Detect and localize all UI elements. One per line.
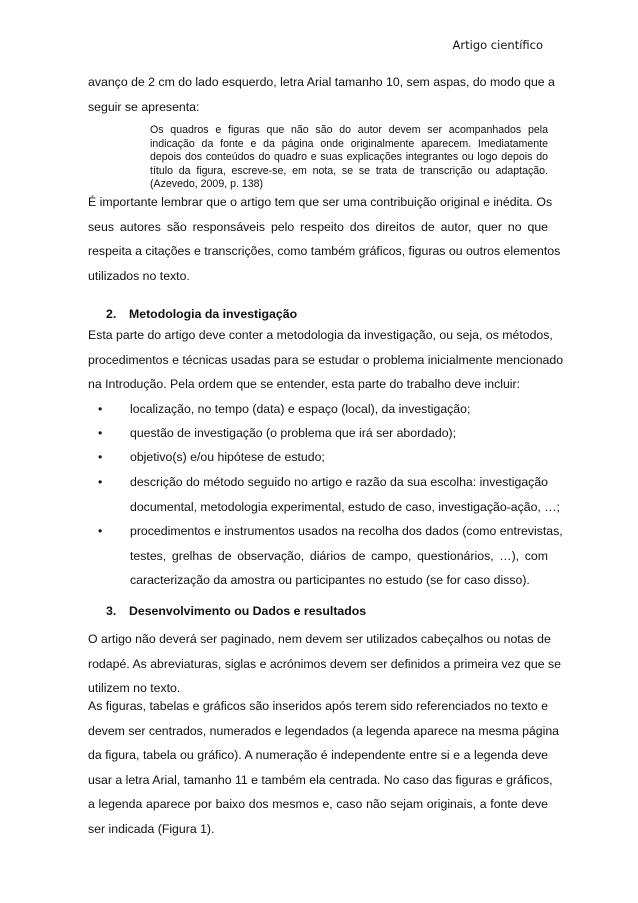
- text-line: seus autores são responsáveis pelo respeito dos direitos de autor, quer no que: [88, 219, 548, 234]
- text-line: utilizem no texto.: [88, 681, 181, 695]
- quote-line: indicação da fonte e da página onde originalmente aparecem. Imediatamente: [150, 137, 548, 150]
- quote-line: depois dos conteúdos do quadro e suas explicações integrantes ou logo depois do: [150, 151, 548, 164]
- bullet-icon: •: [98, 450, 103, 464]
- methodology-paragraph: [88, 323, 564, 397]
- text-line: a legenda aparece por baixo dos mesmos e, caso não sejam originais, a fonte deve: [88, 797, 548, 811]
- text-line: O artigo não deverá ser paginado, nem devem ser utilizados cabeçalhos ou notas de: [88, 632, 551, 646]
- text-line: descrição do método seguido no artigo e razão da sua escolha: investigação: [130, 475, 548, 489]
- text-line: Esta parte do artigo deve conter a metodologia da investigação, ou seja, os métodos,: [88, 328, 553, 342]
- text-line: rodapé. As abreviaturas, siglas e acrónimos devem ser definidos a primeira vez que se: [88, 656, 561, 671]
- text-line: caracterização da amostra ou participantes no estudo (se for caso disso).: [130, 573, 530, 587]
- text-line: usar a letra Arial, tamanho 11 e também ela centrada. No caso das figuras e gráficos,: [88, 772, 553, 787]
- text-line: procedimentos e instrumentos usados na recolha dos dados (como entrevistas,: [130, 524, 563, 538]
- quote-line: título da figura, escreve-se, em nota, se se trata de transcrição ou adaptação.: [150, 164, 548, 177]
- bullet-icon: •: [98, 426, 103, 440]
- section-number: 3.: [106, 604, 117, 618]
- text-line: utilizados no texto.: [88, 268, 190, 283]
- text-line: testes, grelhas de observação, diários de campo, questionários, …), com: [130, 548, 548, 563]
- text-line: respeita a citações e transcrições, como também gráficos, figuras ou outros elementos: [88, 244, 561, 258]
- section-heading-3: [106, 604, 366, 618]
- section-heading-2: [106, 307, 297, 321]
- text-line: documental, metodologia experimental, estudo de caso, investigação-ação, …;: [130, 499, 560, 514]
- text-line: seguir se apresenta:: [88, 99, 200, 114]
- results-paragraph-2: [88, 694, 559, 841]
- bullet-icon: •: [98, 524, 103, 538]
- section-number: 2.: [106, 307, 117, 321]
- quote-citation: (Azevedo, 2009, p. 138): [150, 178, 264, 191]
- running-header: Artigo científico: [452, 38, 543, 52]
- text-line: devem ser centrados, numerados e legendados (a legenda aparece na mesma página: [88, 723, 559, 738]
- text-line: na Introdução. Pela ordem que se entender, esta parte do trabalho deve incluir:: [88, 377, 521, 391]
- text-line: questão de investigação (o problema que irá ser abordado);: [130, 426, 457, 440]
- text-line: avanço de 2 cm do lado esquerdo, letra Arial tamanho 10, sem aspas, do modo que a: [88, 75, 555, 89]
- text-line: da figura, tabela ou gráfico). A numeração é independente entre si e a legenda deve: [88, 748, 548, 762]
- quote-line: Os quadros e figuras que não são do autor devem ser acompanhados pela: [150, 124, 548, 136]
- section-title: Desenvolvimento ou Dados e resultados: [129, 604, 367, 618]
- bullet-icon: •: [98, 475, 103, 489]
- text-line: As figuras, tabelas e gráficos são inseridos após terem sido referenciados no texto e: [88, 699, 549, 713]
- text-line: objetivo(s) e/ou hipótese de estudo;: [130, 450, 325, 464]
- text-line: localização, no tempo (data) e espaço (local), da investigação;: [130, 402, 471, 416]
- section-title: Metodologia da investigação: [129, 307, 298, 321]
- intro-paragraph: [88, 70, 555, 119]
- results-paragraph-1: [88, 627, 561, 701]
- originality-paragraph: [88, 190, 561, 288]
- block-quote: [150, 124, 548, 192]
- text-line: procedimentos e técnicas usadas para se estudar o problema inicialmente mencionado: [88, 352, 564, 367]
- text-line: É importante lembrar que o artigo tem que ser uma contribuição original e inédita. Os: [88, 195, 553, 209]
- text-line: ser indicada (Figura 1).: [88, 821, 215, 836]
- bullet-icon: •: [98, 402, 103, 416]
